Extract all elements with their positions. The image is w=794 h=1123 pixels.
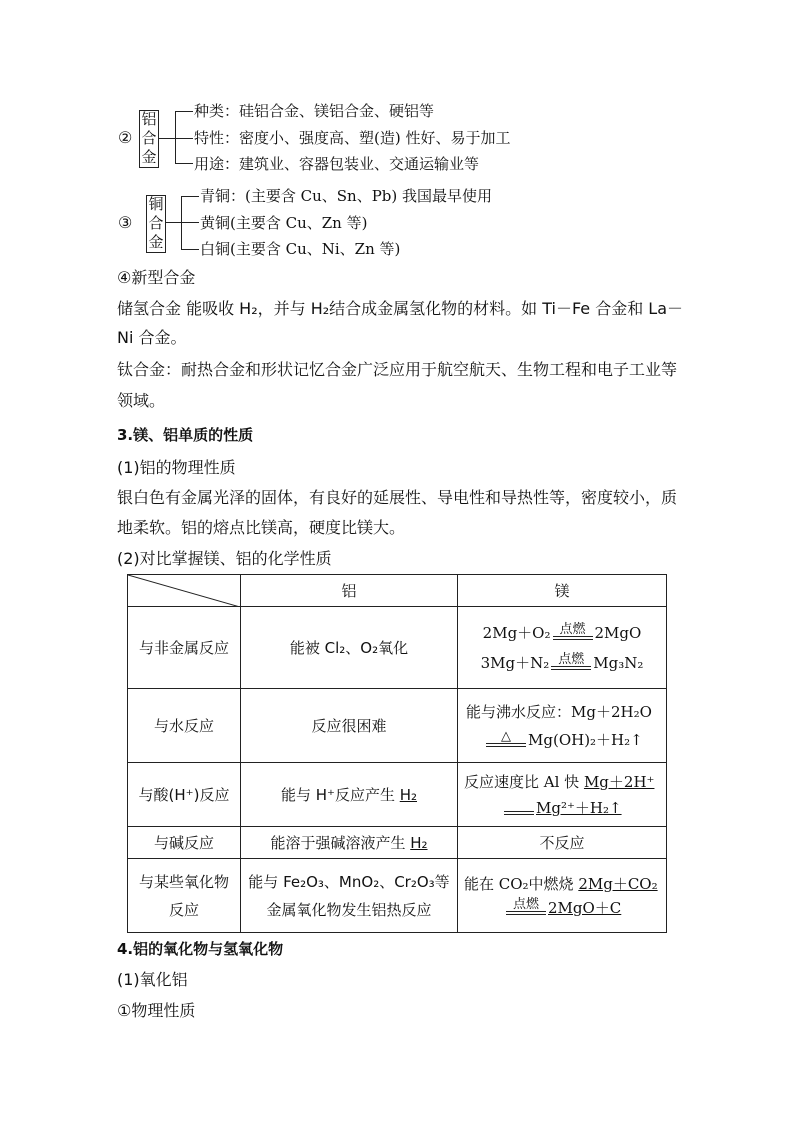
al-alloy-box: 铝 合 金 — [139, 110, 159, 168]
equation: △ Mg(OH)₂＋H₂↑ — [466, 730, 662, 750]
mg-cell: 反应速度比 Al 快 Mg＋2H⁺ Mg²⁺＋H₂↑ — [458, 763, 667, 827]
paragraph-line: 钛合金：耐热合金和形状记忆合金广泛应用于航空航天、生物工程和电子工业等 — [117, 360, 678, 379]
al-tree-stem — [158, 138, 175, 139]
table-row — [128, 827, 667, 859]
al-cell: 反应很困难 — [241, 689, 458, 763]
mg-cell: 不反应 — [458, 827, 667, 859]
reaction-condition: 点燃 — [504, 898, 548, 918]
al-tree-branch — [175, 111, 193, 112]
table-row — [128, 607, 667, 689]
diagonal-line — [128, 575, 240, 607]
cu-alloy-box: 铜 合 金 — [146, 195, 166, 253]
cu-tree-number: ③ — [118, 213, 133, 232]
reaction-condition: 点燃 — [551, 623, 595, 643]
reaction-equals — [502, 811, 536, 818]
sub-heading: (1)铝的物理性质 — [117, 458, 236, 477]
paragraph-line: 储氢合金 能吸收 H₂，并与 H₂结合成金属氢化物的材料。如 Ti－Fe 合金和 La－ — [117, 299, 684, 318]
table-row — [128, 763, 667, 827]
al-tree-number: ② — [118, 128, 133, 147]
mg-al-comparison-table — [127, 574, 667, 933]
al-tree-item: 用途：建筑业、容器包装业、交通运输业等 — [194, 155, 480, 173]
row-label: 与碱反应 — [128, 827, 241, 859]
mg-cell — [458, 607, 667, 689]
row-label: 与非金属反应 — [128, 607, 241, 689]
table-header-row — [128, 575, 667, 607]
column-header: 镁 — [458, 575, 667, 607]
cu-tree-branch — [181, 249, 199, 250]
table-row — [128, 859, 667, 933]
al-cell: 能被 Cl₂、O₂氧化 — [241, 607, 458, 689]
cu-tree-branch — [181, 222, 199, 223]
al-cell: 能溶于强碱溶液产生 H₂ — [241, 827, 458, 859]
al-cell: 能与 H⁺反应产生 H₂ — [241, 763, 458, 827]
reaction-condition: △ — [484, 730, 528, 750]
paragraph-line: 领域。 — [117, 391, 166, 410]
cu-tree-item: 白铜(主要含 Cu、Ni、Zn 等) — [200, 240, 401, 258]
cu-tree-branch — [181, 196, 199, 197]
reaction-condition: 点燃 — [549, 653, 593, 673]
al-tree-item: 种类：硅铝合金、镁铝合金、硬铝等 — [194, 102, 435, 120]
cu-tree-item: 黄铜(主要含 Cu、Zn 等) — [200, 214, 368, 232]
sub-heading: (1)氧化铝 — [117, 970, 188, 989]
al-tree-branch — [175, 163, 193, 164]
al-cell: 能与 Fe₂O₃、MnO₂、Cr₂O₃等 金属氧化物发生铝热反应 — [241, 859, 458, 933]
cu-tree-item: 青铜：(主要含 Cu、Sn、Pb) 我国最早使用 — [200, 187, 493, 205]
row-label: 与酸(H⁺)反应 — [128, 763, 241, 827]
al-tree-branch — [175, 138, 193, 139]
table-row — [128, 689, 667, 763]
cu-tree-stem — [165, 222, 181, 223]
new-alloy-heading: ④新型合金 — [117, 268, 196, 287]
sub-heading: (2)对比掌握镁、铝的化学性质 — [117, 549, 332, 568]
row-label: 与水反应 — [128, 689, 241, 763]
column-header: 铝 — [241, 575, 458, 607]
al-tree-spine — [175, 111, 176, 163]
diagonal-header-cell — [128, 575, 241, 607]
paragraph-line: 银白色有金属光泽的固体，有良好的延展性、导电性和导热性等，密度较小，质 — [117, 488, 678, 507]
paragraph-line: 地柔软。铝的熔点比镁高，硬度比镁大。 — [117, 518, 406, 537]
mg-cell: 能在 CO₂中燃烧 2Mg＋CO₂ 点燃 2MgO＋C — [458, 859, 667, 933]
al-tree-item: 特性：密度小、强度高、塑(造) 性好、易于加工 — [194, 129, 511, 147]
paragraph-line: Ni 合金。 — [117, 328, 187, 347]
section-heading: 4.铝的氧化物与氢氧化物 — [117, 940, 284, 958]
row-label: 与某些氧化物 反应 — [128, 859, 241, 933]
equation: 2Mg＋O₂ 点燃 2MgO — [482, 621, 642, 642]
section-heading: 3.镁、铝单质的性质 — [117, 426, 254, 444]
equation: 3Mg＋N₂ 点燃 Mg₃N₂ — [480, 651, 644, 672]
mg-cell: 能与沸水反应：Mg＋2H₂O △ Mg(OH)₂＋H₂↑ — [458, 689, 667, 763]
sub-heading: ①物理性质 — [117, 1001, 196, 1020]
